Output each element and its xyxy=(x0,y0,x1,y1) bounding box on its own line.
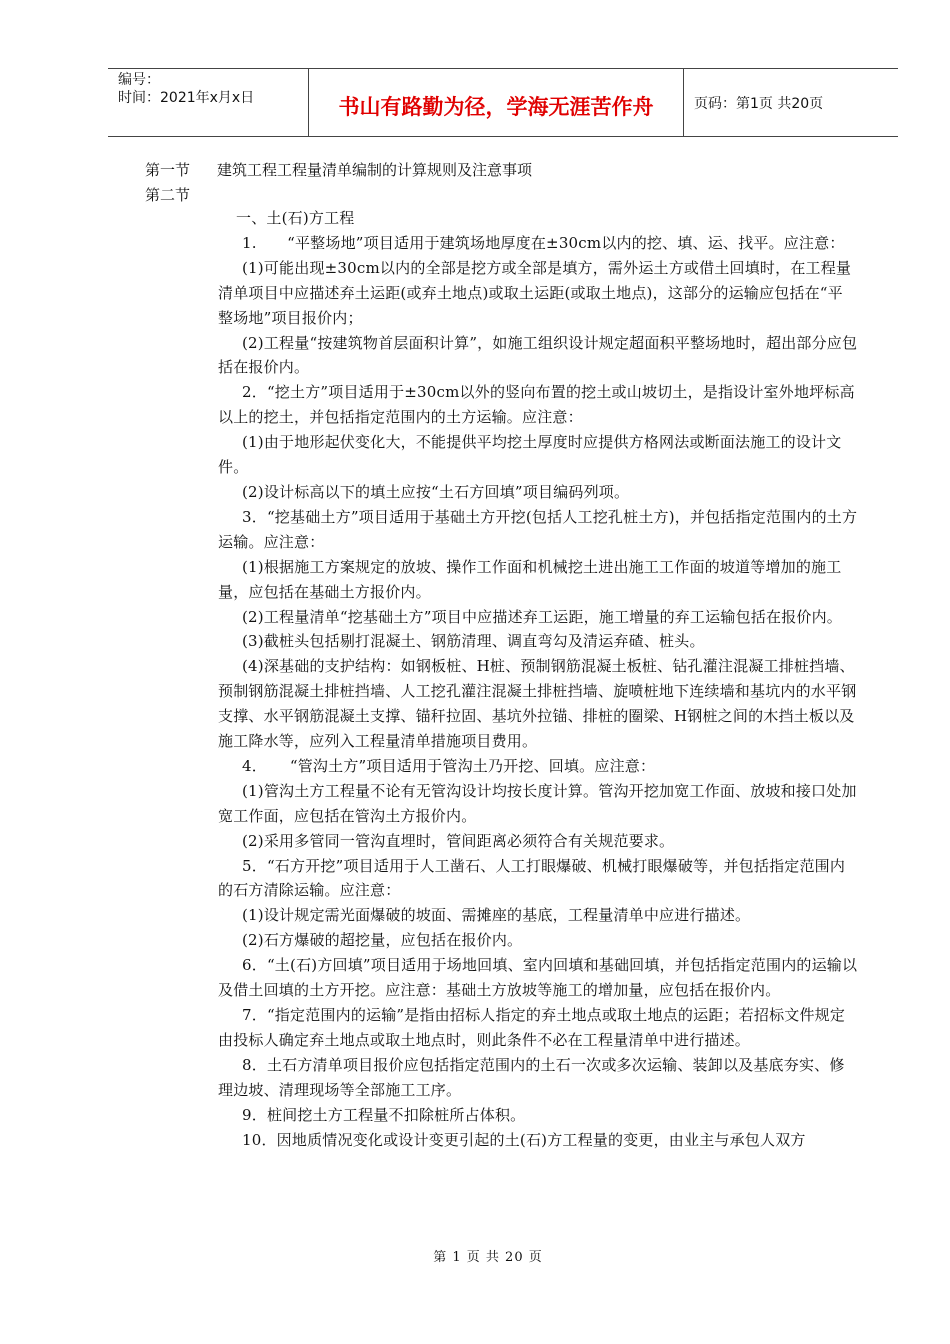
section-title: 建筑工程工程量清单编制的计算规则及注意事项 xyxy=(217,161,533,179)
body-paragraph: 9．桩间挖土方工程量不扣除桩所占体积。 xyxy=(242,1105,526,1124)
subsection-heading: 一、土(石)方工程 xyxy=(236,209,355,227)
body-paragraph: (1)设计规定需光面爆破的坡面、需摊座的基底，工程量清单中应进行描述。 xyxy=(242,906,751,925)
section-number: 第二节 xyxy=(145,186,191,204)
body-paragraph: (3)截桩头包括剔打混凝土、钢筋清理、调直弯勾及清运弃碴、桩头。 xyxy=(242,632,705,651)
body-paragraph: 10．因地质情况变化或设计变更引起的土(石)方工程量的变更，由业主与承包人双方 xyxy=(242,1130,806,1149)
header-page-info: 页码：第1页 共20页 xyxy=(694,95,824,112)
body-paragraph: (1)管沟土方工程量不论有无管沟设计均按长度计算。管沟开挖加宽工作面、放坡和接口处加宽工作面，应包括在管沟土方报价内。 xyxy=(218,781,857,825)
body-paragraph: (2)工程量清单“挖基础土方”项目中应描述弃工运距，施工增量的弃工运输包括在报价内。 xyxy=(242,607,842,626)
body-paragraph: 1. “平整场地”项目适用于建筑场地厚度在±30cm以内的挖、填、运、找平。应注意： xyxy=(242,233,845,252)
header-page-info-cell xyxy=(684,69,898,136)
header-motto: 书山有路勤为径，学海无涯苦作舟 xyxy=(338,94,654,119)
body-paragraph: (1)可能出现±30cm以内的全部是挖方或全部是填方，需外运土方或借土回填时，在工程量清单项目中应描述弃土运距(或弃土地点)或取土运距(或取土地点)，这部分的运输应包括在“平整场地”项目报价内； xyxy=(218,258,852,327)
document-body xyxy=(218,206,858,1152)
header-meta xyxy=(108,69,309,136)
body-paragraph: 6．“土(石)方回填”项目适用于场地回填、室内回填和基础回填，并包括指定范围内的运输以及借土回填的土方开挖。应注意：基础土方放坡等施工的增加量，应包括在报价内。 xyxy=(218,956,858,1000)
body-paragraph: (2)工程量“按建筑物首层面积计算”，如施工组织设计规定超面积平整场地时，超出部分应包括在报价内。 xyxy=(218,333,858,377)
body-paragraph: 8．土石方清单项目报价应包括指定范围内的土石一次或多次运输、装卸以及基底夯实、修理边坡、清理现场等全部施工工序。 xyxy=(218,1055,845,1099)
body-paragraph: (4)深基础的支护结构：如钢板桩、H桩、预制钢筋混凝土板桩、钻孔灌注混凝工排桩挡墙、预制钢筋混凝土排桩挡墙、人工挖孔灌注混凝土排桩挡墙、旋喷桩地下连续墙和基坑内的水平钢支撑、水平钢筋混凝土支撑、锚秆拉固、基坑外拉锚、排桩的圈梁、H钢桩之间的木挡土板以及施工降水等，应列入工程量清单措施项目费用。 xyxy=(218,657,857,751)
doc-code-label: 编号： xyxy=(118,72,160,88)
section-heading-2 xyxy=(145,186,217,204)
header-motto-cell xyxy=(309,69,684,136)
body-paragraph: 5．“石方开挖”项目适用于人工凿石、人工打眼爆破、机械打眼爆破等，并包括指定范围内的石方清除运输。应注意： xyxy=(218,856,846,900)
body-paragraph: 4． “管沟土方”项目适用于管沟土乃开挖、回填。应注意： xyxy=(242,756,656,775)
body-paragraph: (2)石方爆破的超挖量，应包括在报价内。 xyxy=(242,931,523,950)
section-number: 第一节 xyxy=(145,161,191,179)
body-paragraph: (2)设计标高以下的填土应按“土石方回填”项目编码列项。 xyxy=(242,482,630,501)
page-footer: 第 1 页 共 20 页 xyxy=(433,1250,543,1265)
body-paragraph: 7．“指定范围内的运输”是指由招标人指定的弃土地点或取土地点的运距；若招标文件规定由投标人确定弃土地点或取土地点时，则此条件不必在工程量清单中进行描述。 xyxy=(218,1006,846,1049)
body-paragraph: 2．“挖土方”项目适用于±30cm以外的竖向布置的挖土或山坡切土，是指设计室外地坪标高以上的挖土，并包括指定范围内的土方运输。应注意： xyxy=(218,383,855,427)
body-paragraph: 3．“挖基础土方”项目适用于基础土方开挖(包括人工挖孔桩土方)，并包括指定范围内的土方运输。应注意： xyxy=(218,507,858,551)
section-heading-1 xyxy=(145,161,532,179)
body-paragraph: (1)根据施工方案规定的放坡、操作工作面和机械挖土进出施工工作面的坡道等增加的施工量，应包括在基础土方报价内。 xyxy=(218,557,842,601)
doc-time-label: 时间：2021年x月x日 xyxy=(118,90,255,106)
page-header xyxy=(108,68,898,137)
body-paragraph: (1)由于地形起伏变化大，不能提供平均挖土厚度时应提供方格网法或断面法施工的设计文件。 xyxy=(218,433,842,477)
body-paragraph: (2)采用多管同一管沟直埋时，管间距离必须符合有关规范要求。 xyxy=(242,831,675,850)
